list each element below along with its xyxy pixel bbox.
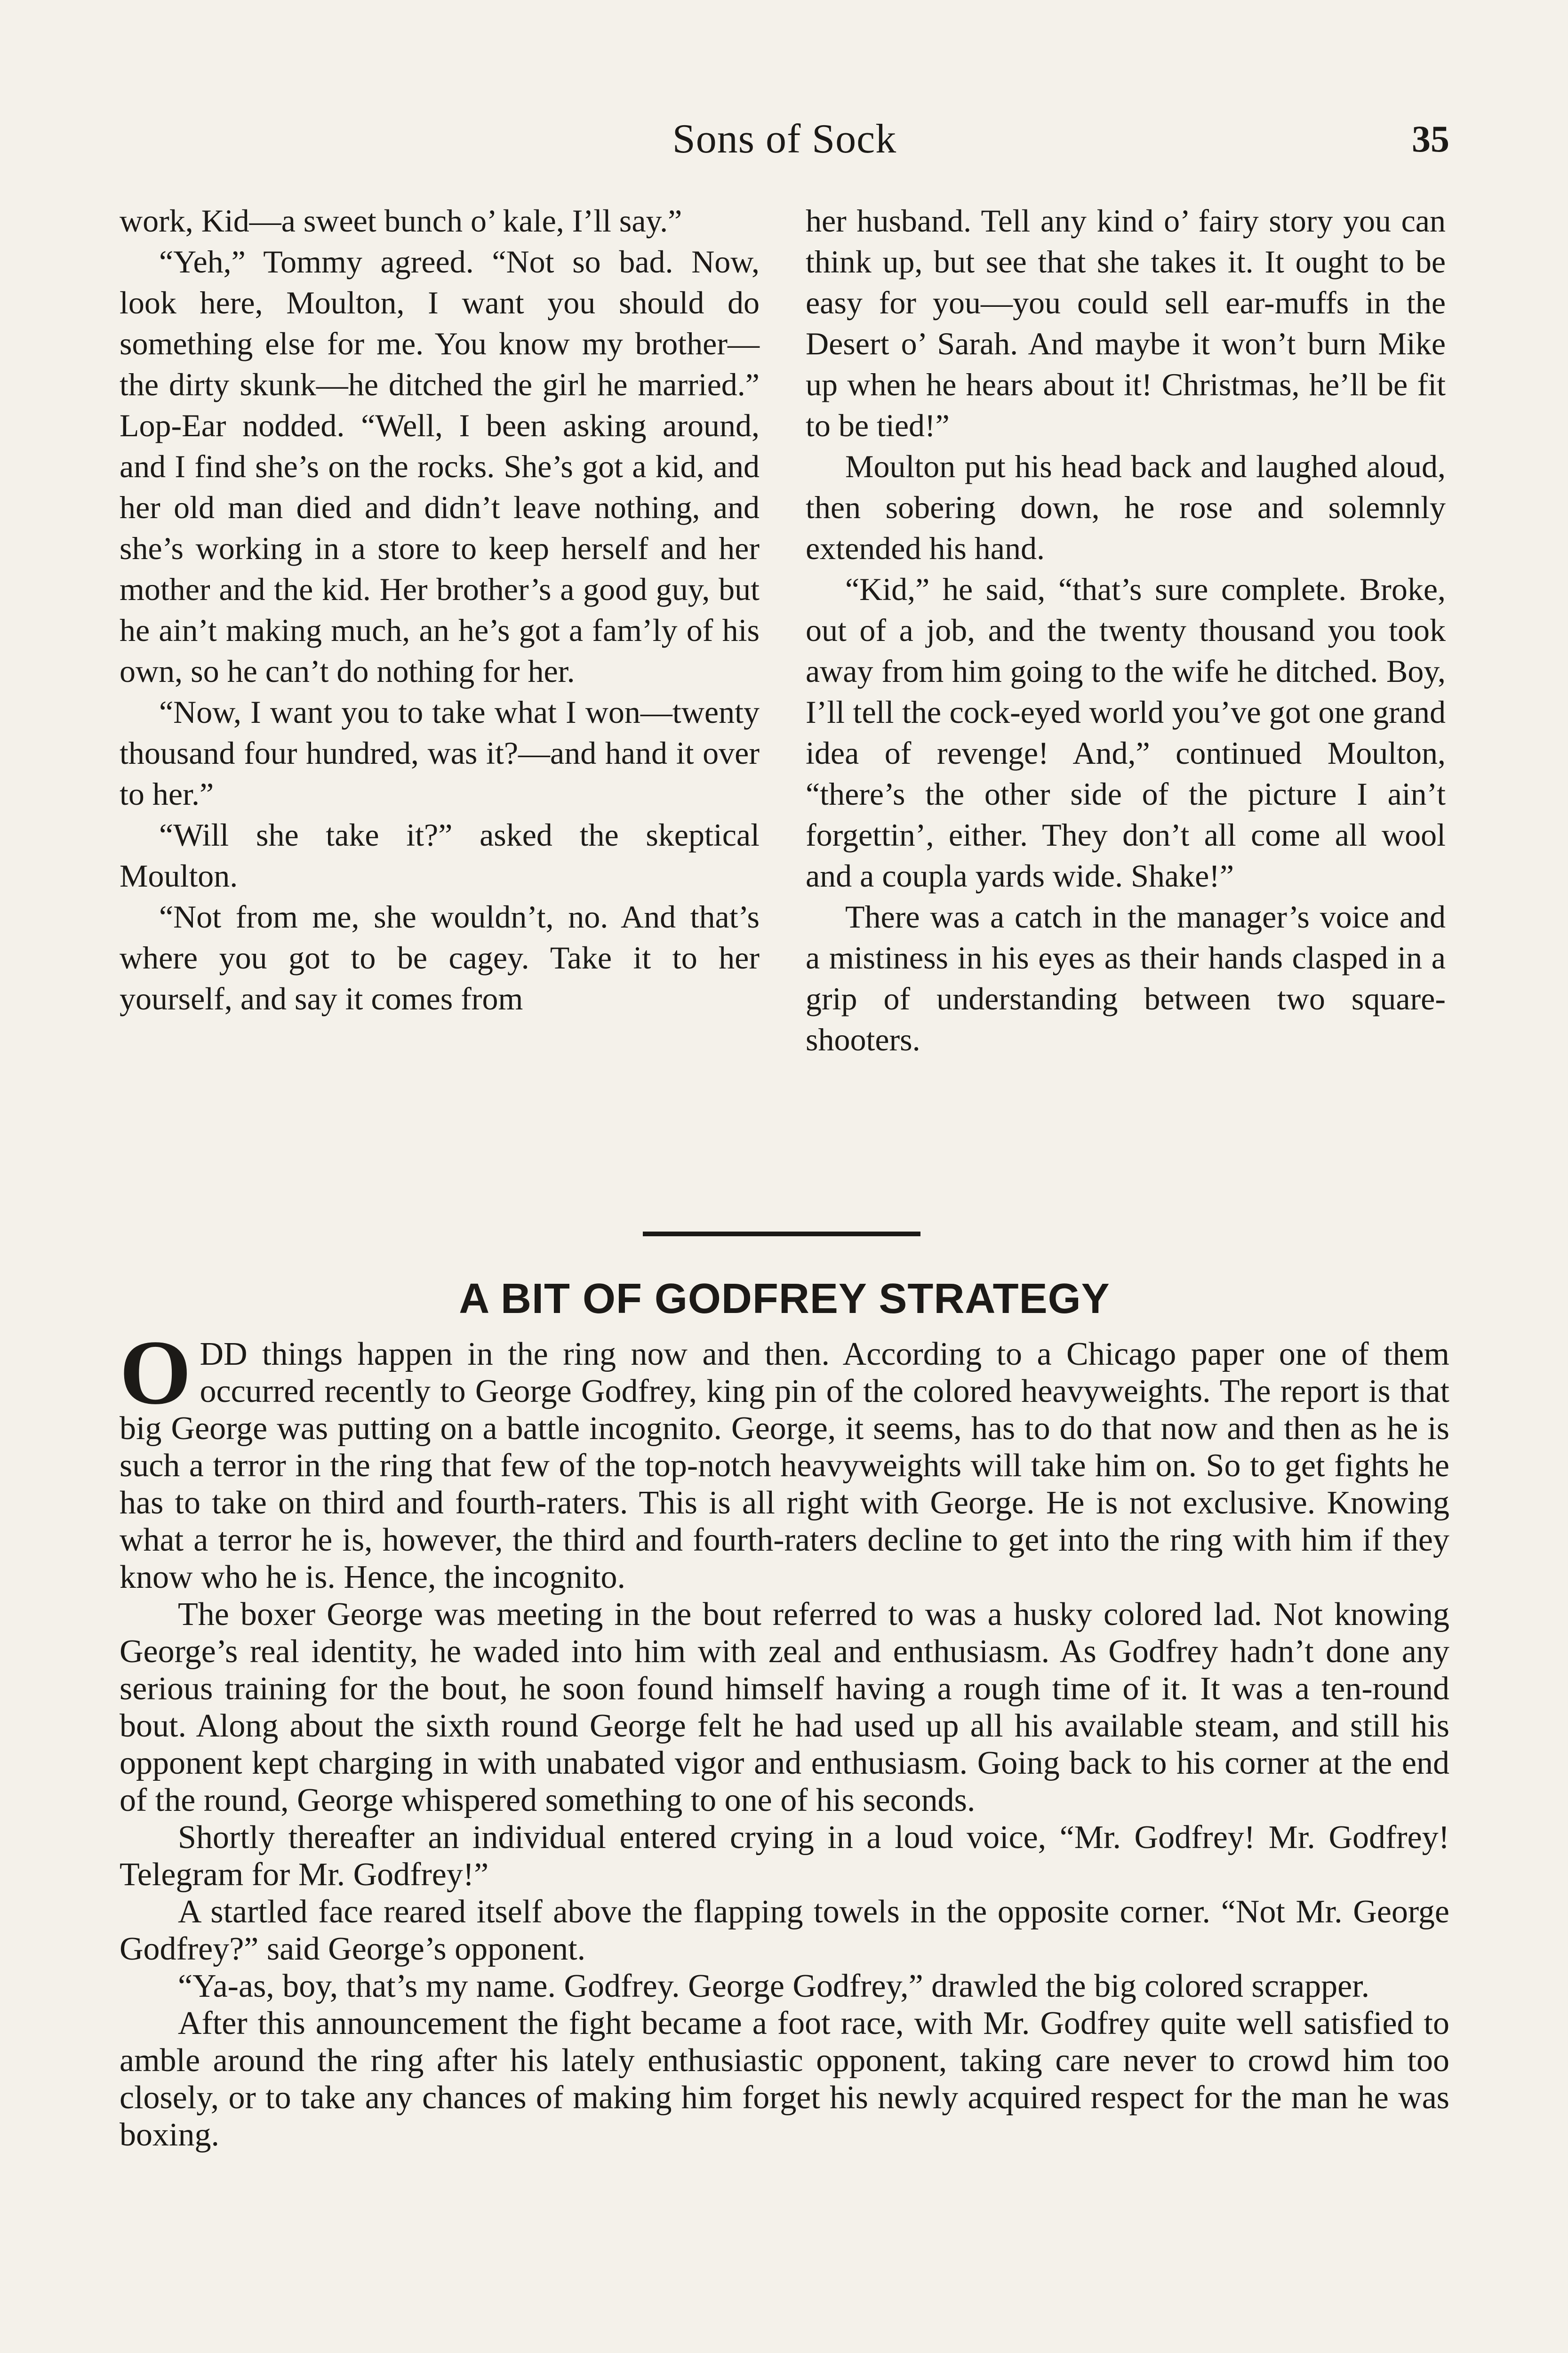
paragraph: her husband. Tell any kind o’ fairy story you can think up, but see that she takes it. It ought to be easy for you—you could sell ear-muffs in the Desert o’ Sarah. And maybe it won’t burn Mike up when he hears about it! Christmas, he’ll be fit to be tied!” xyxy=(806,203,1446,443)
running-head xyxy=(120,111,1449,168)
running-title: Sons of Sock xyxy=(672,116,897,162)
paragraph: Shortly thereafter an individual entered crying in a loud voice, “Mr. Godfrey! Mr. Godfrey! Telegram for Mr. Godfrey!” xyxy=(120,1819,1449,1893)
paragraph: “Now, I want you to take what I won—twenty thousand four hundred, was it?—and hand it over to her.” xyxy=(120,694,760,812)
paragraph: “Will she take it?” asked the skeptical Moulton. xyxy=(120,817,760,894)
paragraph: “Kid,” he said, “that’s sure complete. Broke, out of a job, and the twenty thousand you took away from him going to the wife he ditched. Boy, I’ll tell the cock-eyed world you’ve got one grand idea of revenge! And,” continued Moulton, “there’s the other side of the picture I ain’t forgettin’, either. They don’t all come all wool and a coupla yards wide. Shake!” xyxy=(806,571,1446,894)
section-divider xyxy=(643,1232,920,1236)
paragraph: There was a catch in the manager’s voice and a mistiness in his eyes as their hands clasped in a grip of understanding between two square-shooters. xyxy=(806,899,1446,1057)
article-title: A BIT OF GODFREY STRATEGY xyxy=(459,1275,1110,1322)
right-column xyxy=(806,200,1446,1060)
left-column xyxy=(120,200,760,1019)
paragraph: work, Kid—a sweet bunch o’ kale, I’ll say.” xyxy=(120,203,682,239)
article-body xyxy=(120,1321,1449,2153)
paragraph: “Not from me, she wouldn’t, no. And that’s where you got to be cagey. Take it to her yourself, and say it comes from xyxy=(120,899,760,1016)
drop-cap: O xyxy=(120,1321,192,1424)
paragraph: A startled face reared itself above the flapping towels in the opposite corner. “Not Mr. George Godfrey?” said George’s opponent. xyxy=(120,1894,1449,1967)
paragraph: “Yeh,” Tommy agreed. “Not so bad. Now, look here, Moulton, I want you should do something else for me. You know my brother—the dirty skunk—he ditched the girl he married.” Lop-Ear nodded. “Well, I been asking around, and I find she’s on the rocks. She’s got a kid, and her old man died and didn’t leave nothing, and she’s working in a store to keep herself and her mother and the kid. Her brother’s a good guy, but he ain’t making much, an he’s got a fam’ly of his own, so he can’t do nothing for her. xyxy=(120,244,760,689)
paragraph: “Ya-as, boy, that’s my name. Godfrey. George Godfrey,” drawled the big colored scrapper. xyxy=(178,1968,1370,2004)
paragraph-text: DD things happen in the ring now and then. According to a Chicago paper one of them occurred recently to George Godfrey, king pin of the colored heavyweights. The report is that big George was putting on a battle incognito. George, it seems, has to do that now and then as he is such a terror in the ring that few of the top-notch heavyweights will take him on. So to get fights he has to take on third and fourth-raters. This is all right with George. He is not exclusive. Knowing what a terror he is, however, the third and fourth-raters decline to get into the ring with him if they know who he is. Hence, the incognito. xyxy=(120,1336,1449,1595)
paragraph xyxy=(120,1321,1449,1596)
paragraph: After this announcement the fight became a foot race, with Mr. Godfrey quite well satisfied to amble around the ring after his lately enthusiastic opponent, taking care never to crowd him too closely, or to take any chances of making him forget his newly acquired respect for the man he was boxing. xyxy=(120,2005,1449,2153)
paragraph: The boxer George was meeting in the bout referred to was a husky colored lad. Not knowing George’s real identity, he waded into him with zeal and enthusiasm. As Godfrey hadn’t done any serious training for the bout, he soon found himself having a rough time of it. It was a ten-round bout. Along about the sixth round George felt he had used up all his available steam, and still his opponent kept charging in with unabated vigor and enthusiasm. Going back to his corner at the end of the round, George whispered something to one of his seconds. xyxy=(120,1596,1449,1818)
page-number: 35 xyxy=(1412,119,1449,160)
story-continuation xyxy=(120,200,1449,1198)
paragraph: Moulton put his head back and laughed aloud, then sobering down, he rose and solemnly extended his hand. xyxy=(806,448,1446,566)
